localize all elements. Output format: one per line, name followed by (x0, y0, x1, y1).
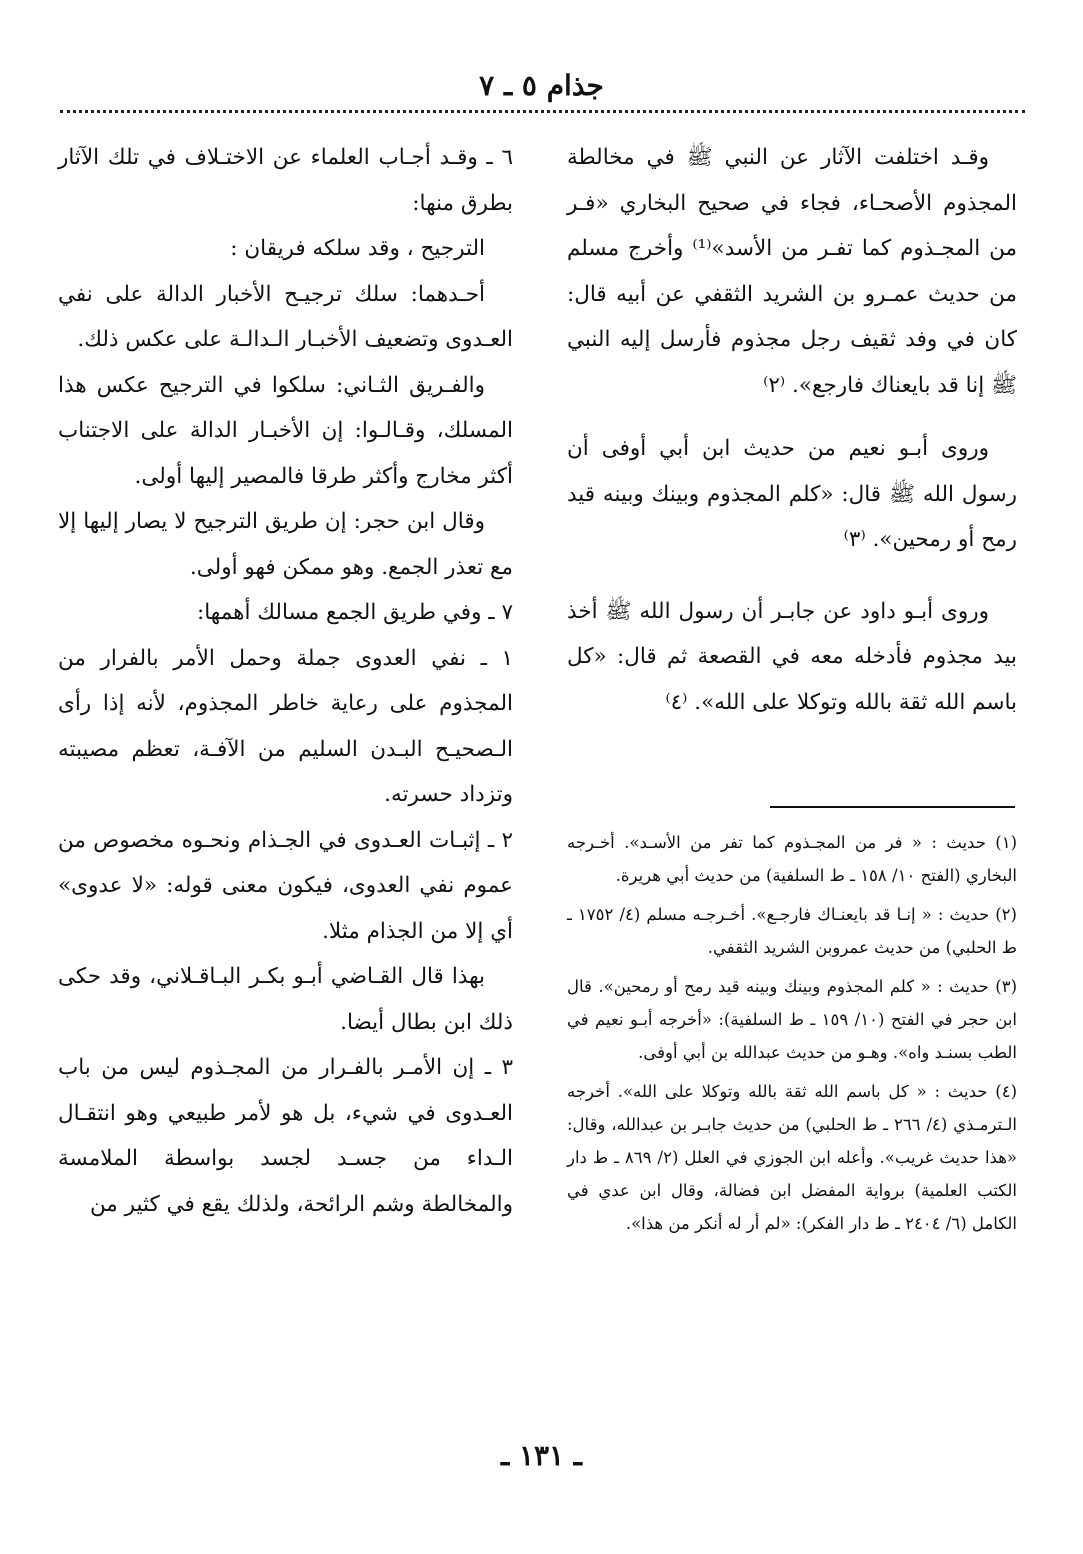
page-number: ـ ١٣١ ـ (500, 1439, 583, 1472)
footnote-rule (770, 806, 1015, 808)
paragraph: ٢ ـ إثبـات العـدوى في الجـذام ونحـوه مخصوص من عموم نفي العدوى، فيكون معنى قوله: «لا عدوى» أي إلا من الجذام مثلا. (58, 827, 513, 944)
footnote: (١) حديث : « فر من المجـذوم كما تفر من الأسـد». أخـرجه البخاري (الفتح ١٠/ ١٥٨ ـ ط السلفية) من حديث أبي هريرة. (567, 833, 1017, 885)
paragraph: وقـد اختلفت الآثار عن النبي ﷺ في مخالطة المجذوم الأصحـاء، فجاء في صحيح البخاري «فـر من المجـذوم كما تفـر من الأسد»⁽¹⁾ وأخرج مسلم من حديث عمـرو بن الشريد الثقفي عن أبيه قال: كان في وفد ثقيف رجل مجذوم فأرسل إليه النبي ﷺ إنا قد بايعناك فارجع». ⁽٢⁾ (567, 145, 1017, 398)
paragraph: ١ ـ نفي العدوى جملة وحمل الأمر بالفرار من المجذوم على رعاية خاطر المجذوم، لأنه إذا رأى الـصحيـح البـدن السليم من الآفـة، تعظم مصيبته وتزداد حسرته. (58, 645, 513, 807)
header-divider (60, 110, 1025, 113)
paragraph: ٦ ـ وقـد أجـاب العلماء عن الاختـلاف في تلك الآثار بطرق منها: (58, 145, 513, 216)
paragraph: وقال ابن حجر: إن طريق الترجيح لا يصار إليها إلا مع تعذر الجمع. وهو ممكن فهو أولى. (58, 509, 513, 580)
paragraph: وروى أبـو نعيم من حديث ابن أبي أوفى أن رسول الله ﷺ قال: «كلم المجذوم وبينك وبينه قيد رمح أو رمحين». ⁽٣⁾ (567, 436, 1017, 552)
paragraph: والفـريق الثـاني: سلكوا في الترجيح عكس هذا المسلك، وقـالـوا: إن الأخبـار الدالة على الاجتناب أكثر مخارج وأكثر طرقا فالمصير إليها أولى. (58, 372, 513, 489)
paragraph: وروى أبـو داود عن جابـر أن رسول الله ﷺ أخذ بيد مجذوم فأدخله معه في القصعة ثم قال: «كل باسم الله ثقة بالله وتوكلا على الله». ⁽٤⁾ (567, 598, 1017, 715)
footnote: (٤) حديث : « كل باسم الله ثقة بالله وتوكلا على الله». أخرجه الـترمـذي (٤/ ٢٦٦ ـ ط الحلبي) من حديث جابـر بن عبدالله، وقال: «هذا حديث غريب». وأعله ابن الجوزي في العلل (٢/ ٨٦٩ ـ ط دار الكتب العلمية) برواية المفضل ابن فضالة، وقال ابن عدي في الكامل (٦/ ٢٤٠٤ ـ ط دار الفكر): «لم أر له أنكر من هذا». (567, 1082, 1018, 1233)
footnotes (567, 826, 1017, 1246)
left-column (58, 135, 513, 1227)
footnote: (٣) حديث : « كلم المجذوم وبينك وبينه قيد رمح أو رمحين». قال ابن حجر في الفتح (١٠/ ١٥٩ ـ ط السلفية): «أخرجه أبـو نعيم في الطب بسنـد واه». وهـو من حديث عبدالله بن أبي أوفى. (567, 977, 1017, 1062)
running-header: جذام ٥ ـ ٧ (479, 69, 604, 102)
paragraph: أحـدهما: سلك ترجيـح الأخبار الدالة على نفي العـدوى وتضعيف الأخبـار الـدالـة على عكس ذلك. (58, 281, 513, 352)
paragraph: ٣ ـ إن الأمـر بالفـرار من المجـذوم ليس من باب العـدوى في شيء، بل هو لأمر طبيعي وهو انتقـال الـداء من جسـد لجسد بواسطة الملامسة والمخالطة وشم الرائحة، ولذلك يقع في كثير من (58, 1055, 513, 1217)
paragraph: ٧ ـ وفي طريق الجمع مسالك أهمها: (197, 600, 513, 625)
right-column (567, 135, 1017, 725)
paragraph: بهذا قال القـاضي أبـو بكـر البـاقـلاني، وقد حكى ذلك ابن بطال أيضا. (58, 964, 513, 1035)
paragraph: الترجيح ، وقد سلكه فريقان : (230, 236, 485, 261)
footnote: (٢) حديث : « إنـا قد بايعنـاك فارجـع». أخـرجـه مسلم (٤/ ١٧٥٢ ـ ط الحلبي) من حديث عمروبن الشريد الثقفي. (567, 905, 1017, 957)
